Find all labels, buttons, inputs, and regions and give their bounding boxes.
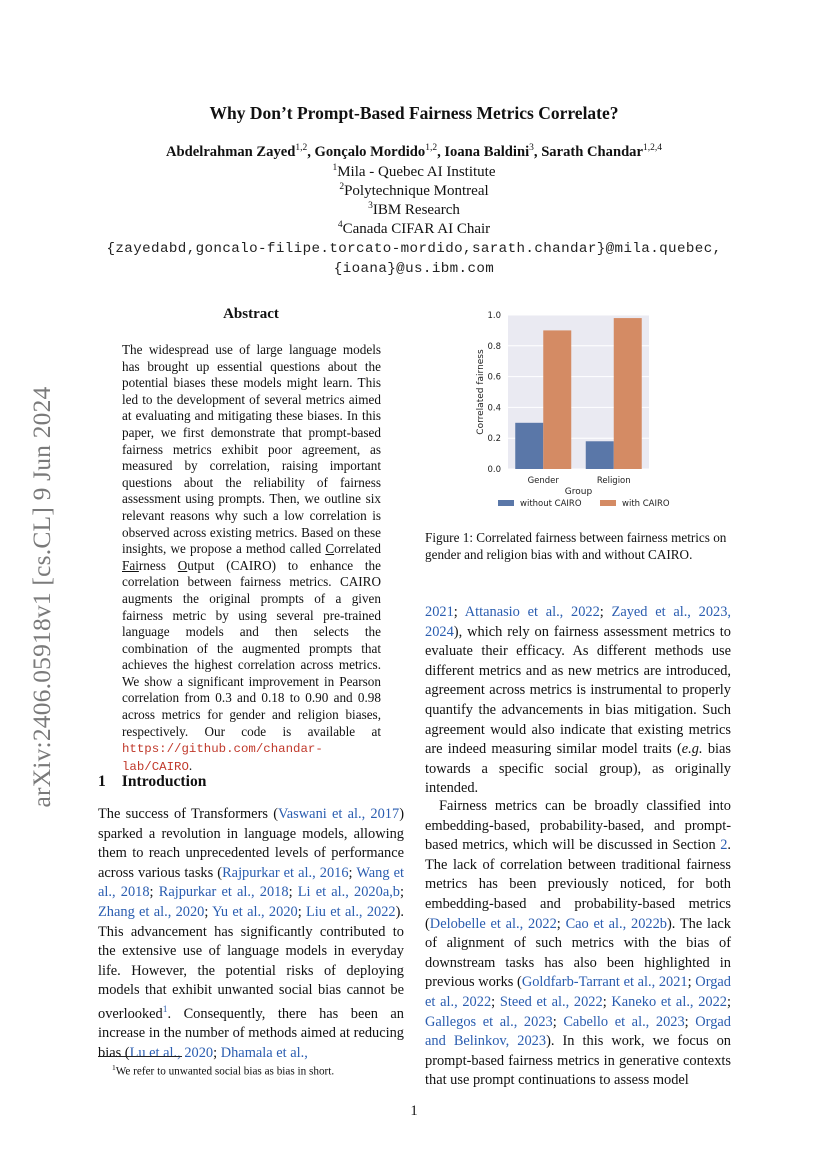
citation-link[interactable]: Li et al., 2020a,b bbox=[297, 884, 400, 901]
author-name: Sarath Chandar bbox=[541, 143, 643, 160]
affiliation-1: $^1$Mila - Quebec AI Institute bbox=[332, 163, 496, 180]
author-list: Abdelrahman Zayed$^{1,2}$, Gonçalo Mordido$^{1,2}$, Ioana Baldini$^3$, Sarath Chandar$^{1,2,4}$ bbox=[166, 143, 662, 160]
code-link[interactable]: https://github.com/chandar-lab/CAIRO bbox=[122, 742, 323, 774]
citation-link[interactable]: Rajpurkar et al., 2016 bbox=[222, 864, 349, 881]
citation-link[interactable]: Rajpurkar et al., 2018 bbox=[158, 884, 289, 901]
citation-link[interactable]: 2021 bbox=[425, 604, 454, 620]
figure-1 bbox=[470, 303, 682, 513]
y-tick-label: 0.4 bbox=[487, 403, 501, 414]
section-heading: 1 Introduction bbox=[98, 773, 207, 790]
citation-link[interactable]: Delobelle et al., 2022 bbox=[429, 915, 557, 932]
citation-link[interactable]: 2 bbox=[720, 837, 728, 854]
y-tick-label: 0.8 bbox=[487, 341, 501, 352]
body-text: ), which rely on fairness assessment metrics to evaluate their efficacy. As different methods use different metrics and as new metrics are introduced, agreement across metrics is instrumental to properly quantify the advancements in bias mitigation. Such agreement would also indicate that existing metrics are indeed measuring similar model traits ( bbox=[425, 623, 731, 758]
y-axis-label: Correlated fairness bbox=[476, 349, 486, 435]
citation-link[interactable]: Dhamala et al., bbox=[220, 1044, 308, 1061]
citation-link[interactable]: Steed et al., 2022 bbox=[499, 993, 603, 1010]
x-tick-label: Religion bbox=[596, 476, 631, 486]
abstract-heading: Abstract bbox=[223, 306, 279, 322]
y-tick-label: 0.6 bbox=[487, 372, 501, 383]
citation-link[interactable]: Yu et al., 2020 bbox=[212, 903, 298, 920]
body-text: . The lack of correlation between traditional fairness metrics has been previously noticed, for both embedding-based and probability-based metrics ( bbox=[425, 837, 731, 932]
author-name: Gonçalo Mordido bbox=[314, 143, 426, 160]
citation-link[interactable]: Zayed et al., 2023, 2024 bbox=[425, 604, 731, 640]
body-text: ; bbox=[453, 604, 465, 620]
email-line-2: {ioana}@us.ibm.com bbox=[333, 261, 495, 277]
legend-label: with CAIRO bbox=[622, 499, 670, 509]
citation-link[interactable]: Orgad and Belinkov, 2023 bbox=[425, 1013, 731, 1050]
x-tick-label: Gender bbox=[527, 476, 559, 486]
citation-link[interactable]: Cabello et al., 2023 bbox=[563, 1013, 685, 1030]
citation-link[interactable]: Liu et al., 2022 bbox=[306, 903, 396, 920]
author-name: Abdelrahman Zayed bbox=[166, 143, 296, 160]
author-affiliation-mark: 1,2 bbox=[425, 143, 438, 153]
legend-swatch bbox=[600, 500, 616, 506]
citation-link[interactable]: Gallegos et al., 2023 bbox=[425, 1013, 553, 1030]
footnote-rule bbox=[98, 1056, 182, 1057]
body-text: . Consequently, there has been an increase in the number of methods aimed at reducing bias ( bbox=[98, 1005, 404, 1061]
body-text: bias towards a specific social group), as originally intended. bbox=[425, 741, 731, 797]
affiliation-4: $^4$Canada CIFAR AI Chair bbox=[337, 220, 491, 237]
arxiv-identifier: arXiv:2406.05918v1 [cs.CL] 9 Jun 2024 bbox=[27, 386, 56, 808]
col2-paragraph-2 bbox=[425, 797, 731, 1091]
body-text: ; bbox=[556, 915, 566, 932]
body-text: ). In this work, we focus on prompt-based fairness metrics in generative contexts that use prompt continuations to assess model bbox=[425, 1033, 731, 1089]
body-text: ; bbox=[400, 884, 404, 901]
citation-link[interactable]: Goldfarb-Tarrant et al., 2021 bbox=[521, 974, 688, 991]
body-text: ; bbox=[297, 903, 307, 920]
body-text: ). The lack of alignment of such metrics with the bias of downstream tasks has also been highlighted in previous works ( bbox=[425, 915, 732, 991]
citation-link[interactable]: Zhang et al., 2020 bbox=[98, 903, 205, 920]
citation-link[interactable]: Wang et al., 2018 bbox=[98, 864, 404, 901]
citation-link[interactable]: Attanasio et al., 2022 bbox=[464, 604, 600, 620]
body-text: ). This advancement has significantly contributed to the extensive use of language models in everyday life. However, the potential risks of deploying models that exhibit unwanted social bias cannot be overlooked bbox=[98, 903, 404, 1022]
body-text: ; bbox=[602, 993, 612, 1010]
footnote-marker[interactable]: 1 bbox=[162, 1004, 168, 1015]
arxiv-sidebar bbox=[4, 382, 80, 812]
y-tick-label: 1.0 bbox=[487, 311, 501, 321]
paper-title: Why Don’t Prompt-Based Fairness Metrics Correlate? bbox=[209, 103, 619, 123]
citation-link[interactable]: Orgad et al., 2022 bbox=[425, 974, 731, 1010]
author-affiliation-mark: 1,2,4 bbox=[642, 143, 662, 153]
figure-caption: Figure 1: Correlated fairness between fairness metrics on gender and religion bias with and without CAIRO. bbox=[425, 530, 727, 562]
body-text: ; bbox=[599, 604, 612, 620]
body-text: ; bbox=[213, 1044, 221, 1061]
email-line-1: {zayedabd,goncalo-filipe.torcato-mordido,sarath.chandar}@mila.quebec, bbox=[106, 241, 722, 257]
y-tick-label: 0.2 bbox=[487, 434, 501, 445]
bar-with-cairo-gender bbox=[543, 330, 571, 469]
body-text: ; bbox=[684, 1013, 696, 1030]
bar-without-cairo-gender bbox=[515, 423, 543, 469]
body-text: ; bbox=[204, 903, 213, 920]
col2-paragraph-1 bbox=[425, 603, 731, 799]
italic-text: e.g. bbox=[681, 741, 703, 758]
body-text: ; bbox=[288, 884, 298, 901]
citation-link[interactable]: Kaneko et al., 2022 bbox=[611, 993, 727, 1010]
abstract-body: The widespread use of large language models has brought up essential questions about the potential biases these models might learn. This led to the development of several metrics aimed at evaluating and mitigating these biases. In this paper, we first demonstrate that prompt-based fairness metrics exhibit poor agreement, as measured by correlation, raising important questions about the reliability of fairness assessment using prompts. Then, we outline six relevant reasons why such a low correlation is observed across existing metrics. Based on these insights, we propose a method called Correlated Fairness Output (CAIRO) to enhance the correlation between fairness metrics. CAIRO augments the original prompts of a given fairness metric by using several pre-trained language models and then selects the combination of the augmented prompts that achieves the highest correlation across metrics. We show a significant improvement in Pearson correlation from 0.3 and 0.18 to 0.90 and 0.98 across metrics for gender and religion biases, respectively. Our code is available at https://github.com/chandar-lab/CAIRO. bbox=[122, 342, 381, 774]
legend-swatch bbox=[498, 500, 514, 506]
bar-with-cairo-religion bbox=[614, 318, 642, 469]
x-axis-label: Group bbox=[564, 487, 593, 497]
body-text: ; bbox=[491, 993, 500, 1010]
citation-link[interactable]: Lu et al., 2020 bbox=[129, 1044, 214, 1061]
footnote: $^1$We refer to unwanted social bias as bias in short. bbox=[112, 1063, 335, 1078]
body-text: ; bbox=[348, 864, 357, 881]
citation-link[interactable]: Cao et al., 2022b bbox=[565, 915, 667, 932]
author-name: Ioana Baldini bbox=[444, 143, 530, 160]
y-tick-label: 0.0 bbox=[487, 465, 501, 475]
affiliation-3: $^3$IBM Research bbox=[368, 201, 460, 218]
body-text: ) sparked a revolution in language models, allowing them to reach unprecedented levels of performance across various tasks ( bbox=[98, 806, 404, 881]
author-affiliation-mark: 1,2 bbox=[295, 143, 308, 153]
body-text: The success of Transformers ( bbox=[98, 806, 278, 822]
bar-without-cairo-religion bbox=[586, 441, 614, 469]
citation-link[interactable]: Vaswani et al., 2017 bbox=[278, 806, 400, 822]
page-number: 1 bbox=[410, 1103, 418, 1119]
bar-chart bbox=[470, 303, 682, 513]
legend-label: without CAIRO bbox=[520, 499, 582, 509]
body-text: ; bbox=[687, 974, 696, 991]
body-text: ; bbox=[552, 1013, 564, 1030]
body-text: ; bbox=[149, 884, 159, 901]
body-text: Fairness metrics can be broadly classified into embedding-based, probability-based, and prompt-based metrics, which will be discussed in Section bbox=[425, 798, 731, 854]
affiliation-2: $^2$Polytechnique Montreal bbox=[339, 182, 489, 199]
author-affiliation-mark: 3 bbox=[529, 143, 534, 153]
body-text: ; bbox=[727, 993, 731, 1010]
